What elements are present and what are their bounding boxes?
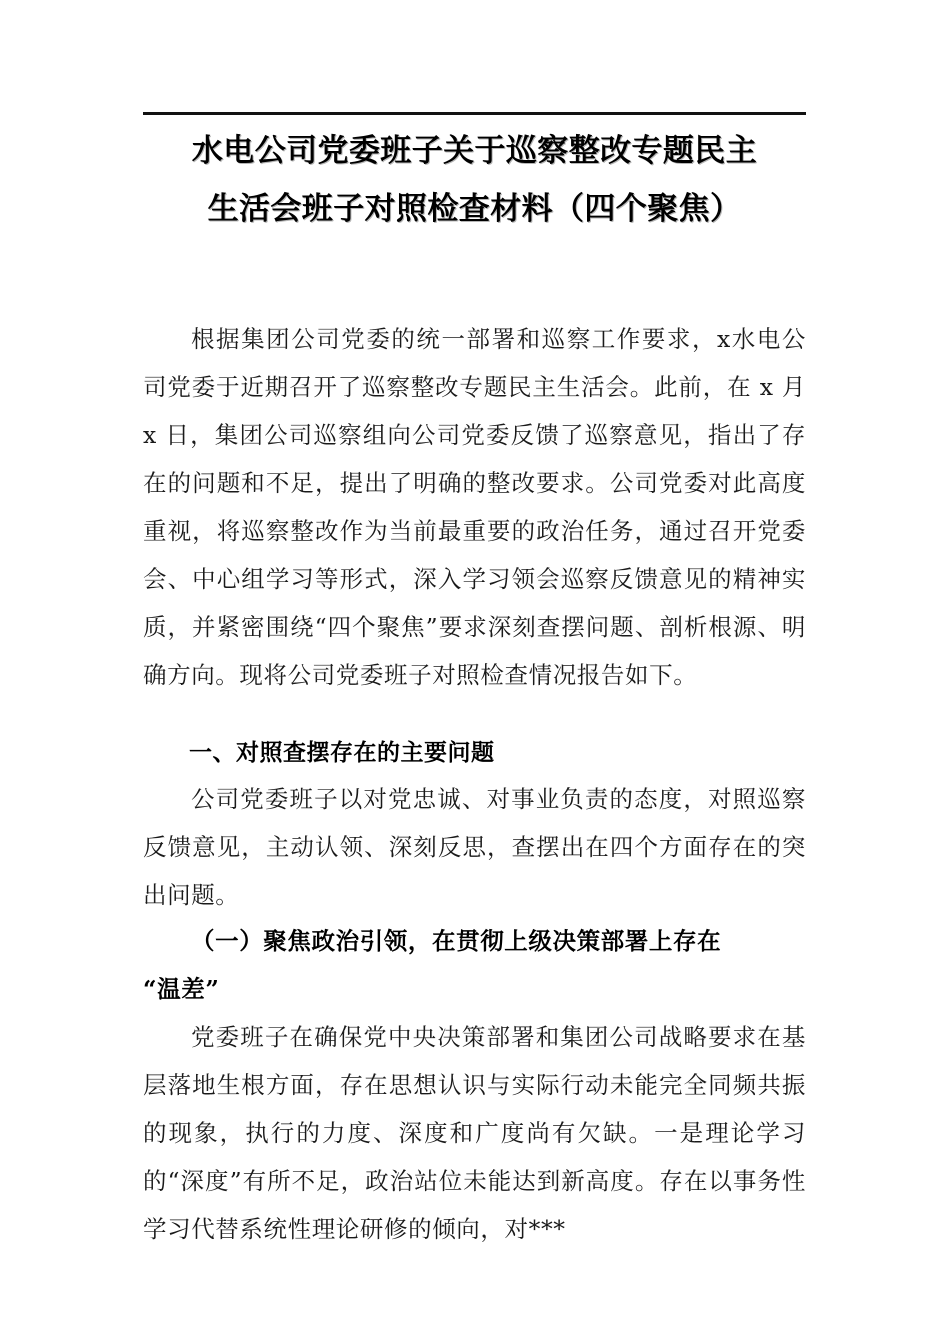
intro-paragraph-block <box>143 315 806 699</box>
subsection-one-block <box>143 917 806 1253</box>
intro-paragraph: 根据集团公司党委的统一部署和巡察工作要求，x水电公司党委于近期召开了巡察整改专题民主生活会。此前，在 x 月 x 日，集团公司巡察组向公司党委反馈了巡察意见，指出了存在的问题和不足，提出了明确的整改要求。公司党委对此高度重视，将巡察整改作为当前最重要的政治任务，通过召开党委会、中心组学习等形式，深入学习领会巡察反馈意见的精神实质，并紧密围绕“四个聚焦”要求深刻查摆问题、剖析根源、明确方向。现将公司党委班子对照检查情况报告如下。 <box>143 325 806 689</box>
page-title-line-2: 生活会班子对照检查材料（四个聚焦） <box>207 191 742 227</box>
page-title <box>143 122 806 238</box>
section-one-block <box>143 731 806 919</box>
subsection-heading-one: （一）聚焦政治引领，在贯彻上级决策部署上存在 <box>191 927 722 955</box>
section-heading-one: 一、对照查摆存在的主要问题 <box>189 740 495 766</box>
page-title-line-1: 水电公司党委班子关于巡察整改专题民主 <box>191 133 758 169</box>
subsection-one-body-paragraph: 党委班子在确保党中央决策部署和集团公司战略要求在基层落地生根方面，存在思想认识与实际行动未能完全同频共振的现象，执行的力度、深度和广度尚有欠缺。一是理论学习的“深度”有所不足，政治站位未能达到新高度。存在以事务性学习代替系统性理论研修的倾向，对*** <box>143 1023 806 1243</box>
subsection-heading-one-continuation: “温差” <box>143 975 220 1003</box>
header-rule-divider <box>143 112 806 115</box>
section-one-lead-paragraph: 公司党委班子以对党忠诚、对事业负责的态度，对照巡察反馈意见，主动认领、深刻反思，查摆出在四个方面存在的突出问题。 <box>143 785 806 909</box>
